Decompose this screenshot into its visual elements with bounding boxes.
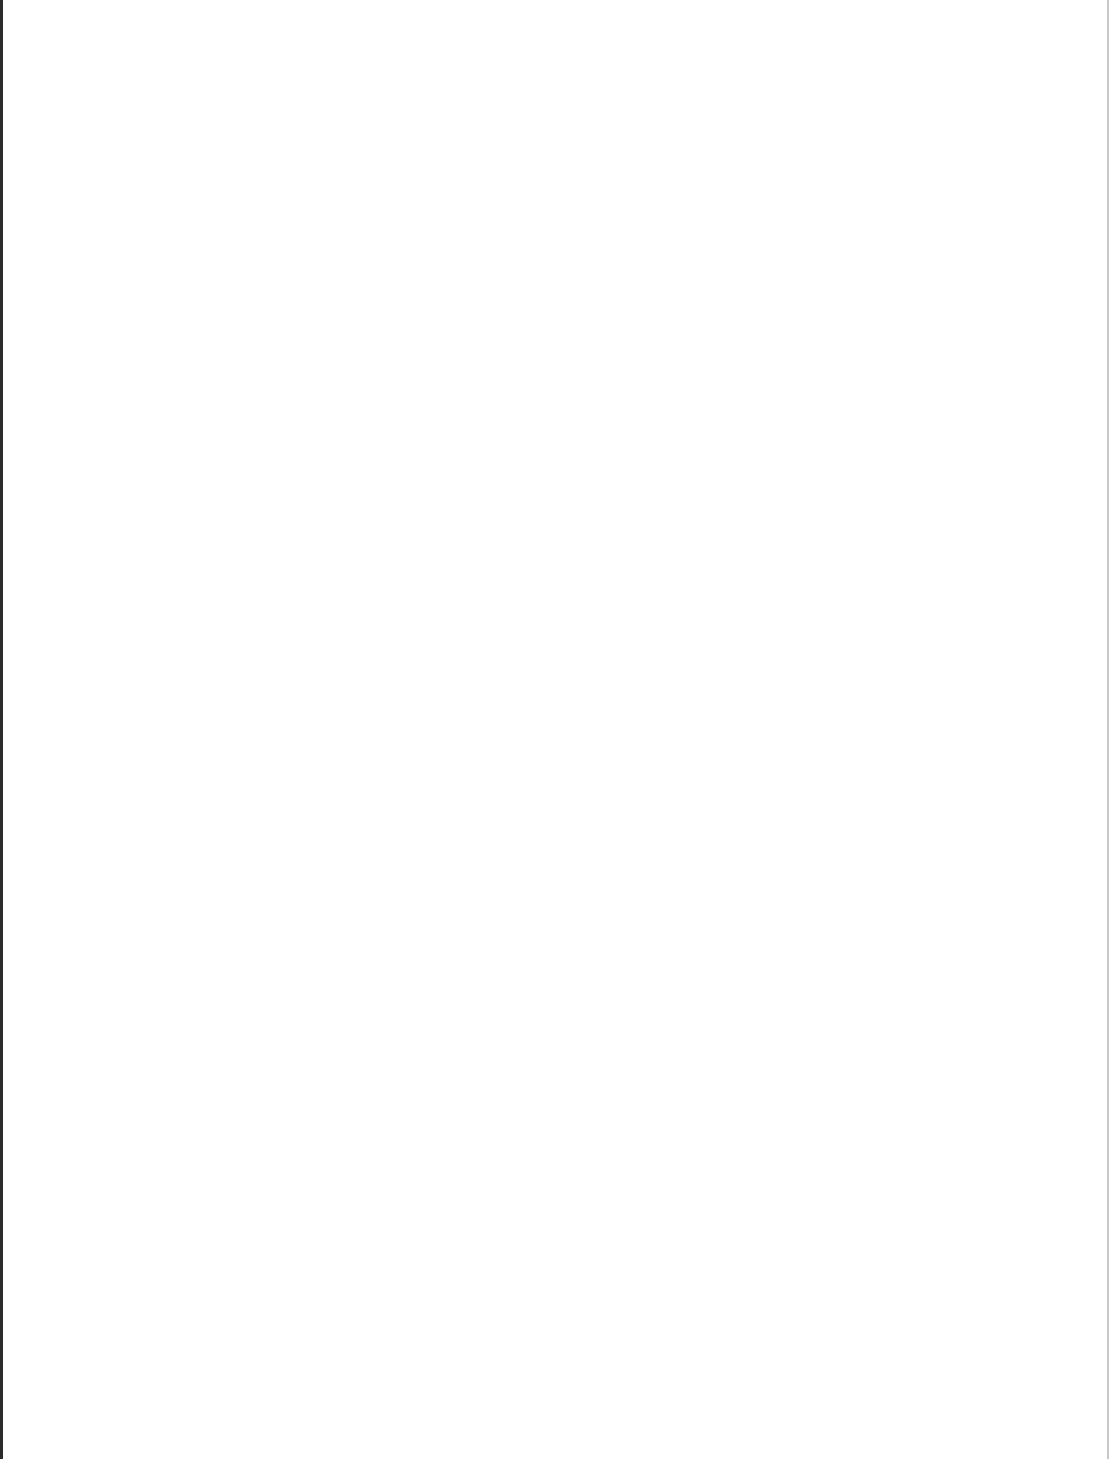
page-left-border <box>0 0 3 1459</box>
document-page <box>38 52 1058 140</box>
title-spacer <box>38 64 1058 124</box>
